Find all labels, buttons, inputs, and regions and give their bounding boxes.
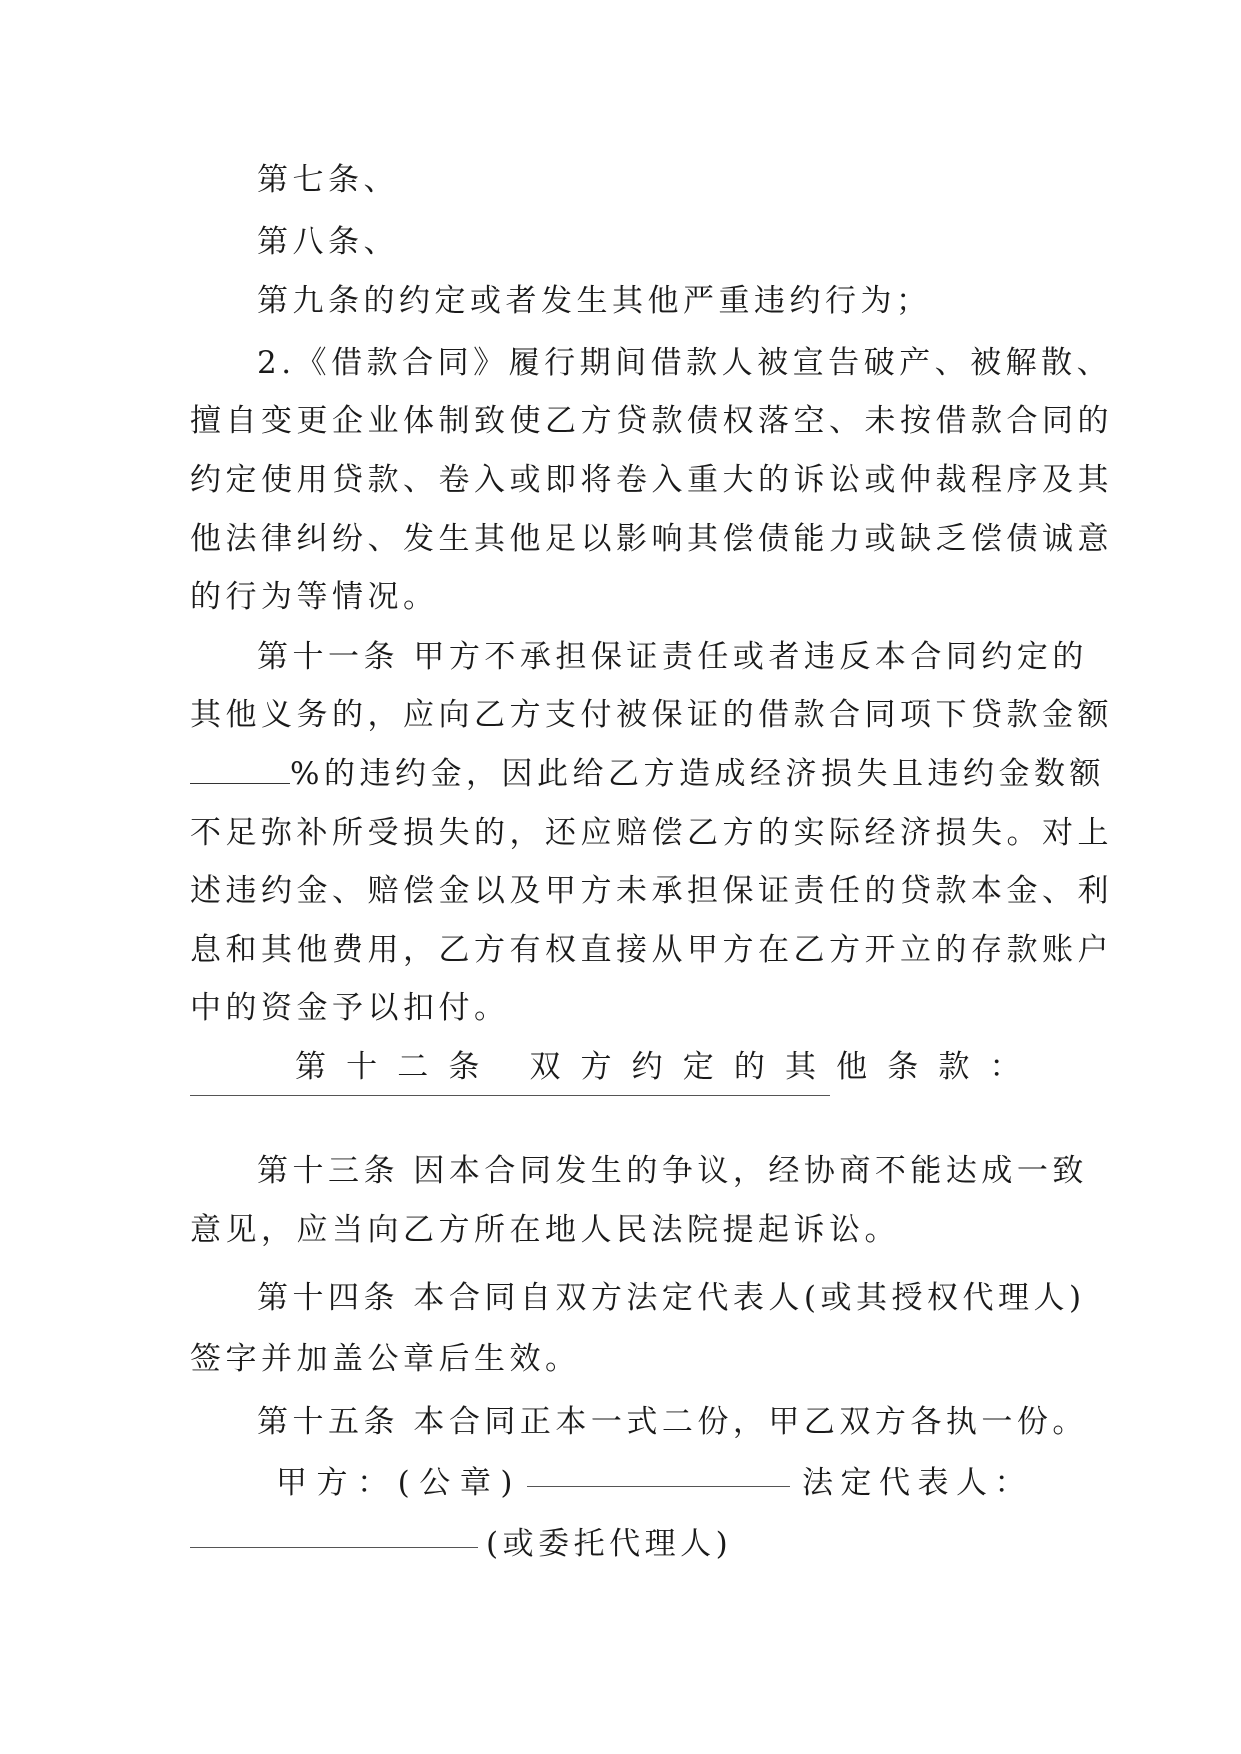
clause-2-line-2: 擅自变更企业体制致使乙方贷款债权落空、未按借款合同的	[190, 403, 1113, 439]
article-12-line: 第十二条 双方约定的其他条款：	[295, 1049, 1025, 1085]
article-15-line: 第十五条 本合同正本一式二份，甲乙双方各执一份。	[257, 1404, 1088, 1440]
article-12-blank-line[interactable]	[190, 1095, 830, 1096]
article-9-line: 第九条的约定或者发生其他严重违约行为；	[257, 283, 932, 319]
article-7-line: 第七条、	[257, 162, 399, 198]
article-8-line: 第八条、	[257, 224, 399, 260]
article-11-line-5: 述违约金、赔偿金以及甲方未承担保证责任的贷款本金、利	[190, 873, 1113, 909]
article-11-line-3	[190, 745, 1105, 803]
legal-representative-blank[interactable]	[190, 1547, 478, 1548]
party-a-seal-label: 甲方：(公章)	[276, 1465, 517, 1501]
article-11-line-7: 中的资金予以扣付。	[190, 990, 510, 1026]
party-a-seal-blank[interactable]	[527, 1486, 790, 1487]
article-14-line-2: 签字并加盖公章后生效。	[190, 1341, 581, 1377]
article-13-line-2: 意见，应当向乙方所在地人民法院提起诉讼。	[190, 1212, 900, 1248]
article-11-line-2: 其他义务的，应向乙方支付被保证的借款合同项下贷款金额	[190, 697, 1113, 733]
article-11-line-1: 第十一条 甲方不承担保证责任或者违反本合同约定的	[257, 639, 1088, 675]
clause-2-line-1: 2.《借款合同》履行期间借款人被宣告破产、被解散、	[257, 345, 1113, 381]
clause-2-line-4: 他法律纠纷、发生其他足以影响其偿债能力或缺乏偿债诚意	[190, 521, 1113, 557]
legal-representative-label: 法定代表人：	[802, 1465, 1030, 1501]
article-14-line-1: 第十四条 本合同自双方法定代表人(或其授权代理人)	[257, 1280, 1086, 1316]
article-11-line-3-text: %的违约金，因此给乙方造成经济损失且违约金数额	[290, 756, 1105, 792]
article-11-line-4: 不足弥补所受损失的，还应赔偿乙方的实际经济损失。对上	[190, 815, 1113, 851]
clause-2-line-3: 约定使用贷款、卷入或即将卷入重大的诉讼或仲裁程序及其	[190, 462, 1113, 498]
clause-2-line-5: 的行为等情况。	[190, 579, 439, 615]
article-13-line-1: 第十三条 因本合同发生的争议，经协商不能达成一致	[257, 1153, 1088, 1189]
penalty-rate-blank[interactable]	[190, 751, 290, 784]
authorized-agent-label: (或委托代理人)	[486, 1526, 733, 1562]
article-11-line-6: 息和其他费用，乙方有权直接从甲方在乙方开立的存款账户	[190, 932, 1113, 968]
